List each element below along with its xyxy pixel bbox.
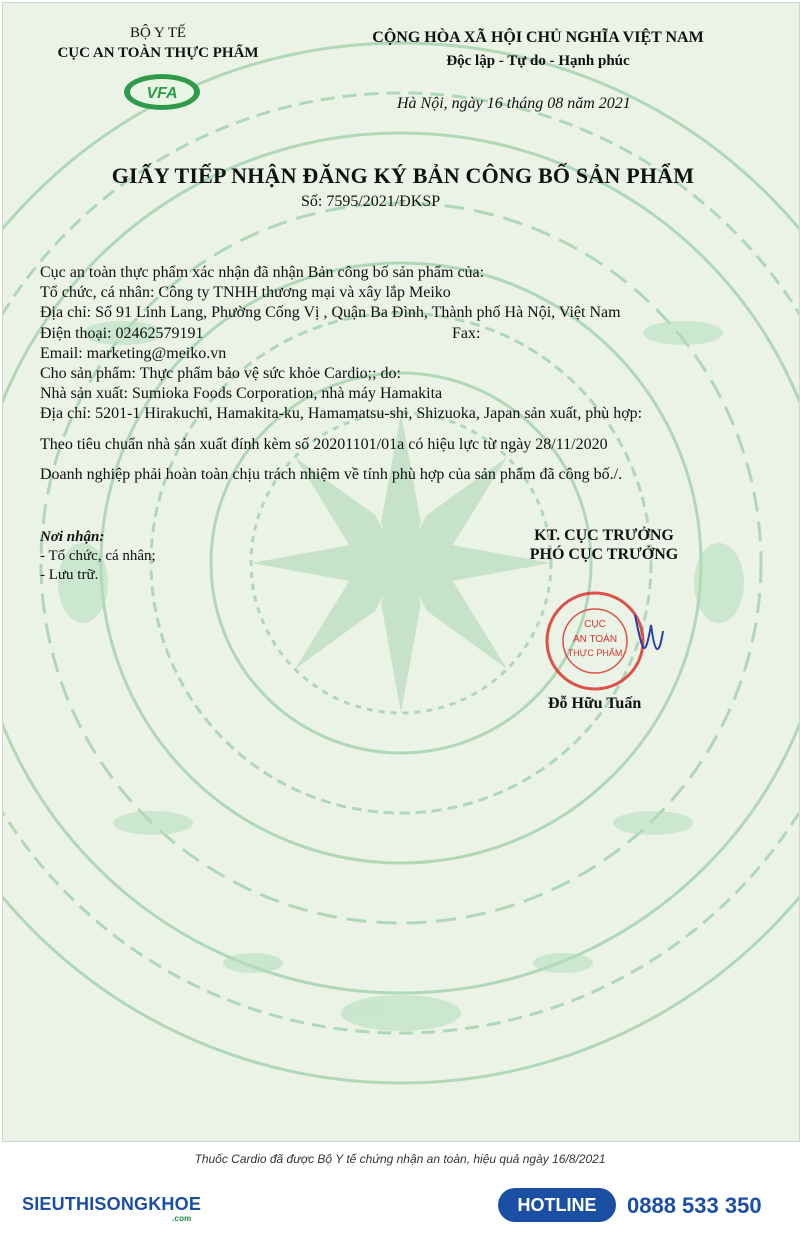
- signature-line-2: PHÓ CỤC TRƯỞNG: [529, 546, 679, 563]
- vfa-logo: [121, 71, 203, 113]
- hotline-number[interactable]: 0888 533 350: [627, 1193, 762, 1218]
- document-title: GIẤY TIẾP NHẬN ĐĂNG KÝ BẢN CÔNG BỐ SẢN PHẨM: [111, 163, 695, 188]
- body-manufacturer-address: Địa chỉ: 5201-1 Hirakuchi, Hamakita-ku, Hamamatsu-shi, Shizuoka, Japan sản xuất, phù hợp:: [40, 405, 643, 423]
- certificate-document: [2, 2, 800, 1142]
- body-fax: Fax:: [452, 324, 481, 342]
- image-caption: Thuốc Cardio đã được Bộ Y tế chứng nhận an toàn, hiệu quả ngày 16/8/2021: [194, 1152, 606, 1166]
- body-address: Địa chỉ: Số 91 Linh Lang, Phường Cống Vị , Quận Ba Đình, Thành phố Hà Nội, Việt Nam: [40, 304, 621, 322]
- issuer-header: [23, 23, 293, 63]
- nation-header: [313, 29, 763, 70]
- stamp-line-2: AN TOÀN: [572, 634, 618, 645]
- stamp-line-3: THỰC PHẨM: [567, 648, 623, 658]
- document-body: [40, 263, 770, 485]
- recipient-item: - Tổ chức, cá nhân;: [40, 548, 156, 564]
- brand-domain: .com: [172, 1214, 192, 1223]
- site-footer: [0, 1180, 800, 1235]
- brand-logo[interactable]: [22, 1194, 202, 1223]
- signature-title: [495, 526, 713, 564]
- body-phone: Điện thoại: 02462579191: [40, 324, 204, 342]
- stamp-line-1: CỤC: [584, 619, 606, 630]
- signature-line-1: KT. CỤC TRƯỞNG: [534, 527, 674, 544]
- hotline-button[interactable]: [498, 1188, 616, 1222]
- recipients-block: [40, 528, 156, 585]
- signer-name: Đỗ Hữu Tuấn: [548, 695, 642, 712]
- ministry-name: BỘ Y TẾ: [129, 25, 187, 41]
- issue-date: Hà Nội, ngày 16 tháng 08 năm 2021: [397, 95, 631, 112]
- nation-name: CỘNG HÒA XÃ HỘI CHỦ NGHĨA VIỆT NAM: [372, 29, 704, 46]
- body-intro: Cục an toàn thực phẩm xác nhận đã nhận Bản công bố sản phẩm của:: [40, 264, 485, 281]
- logo-text: VFA: [146, 85, 178, 102]
- recipients-heading: Nơi nhận:: [40, 529, 105, 545]
- body-standard: Theo tiêu chuẩn nhà sản xuất đính kèm số 20201101/01a có hiệu lực từ ngày 28/11/2020: [40, 435, 608, 453]
- document-number: Số: 7595/2021/ĐKSP: [301, 193, 441, 210]
- body-product: Cho sản phẩm: Thực phẩm bảo vệ sức khỏe Cardio;; do:: [40, 365, 401, 383]
- brand-name: SIEUTHISONGKHOE: [22, 1194, 202, 1214]
- body-manufacturer: Nhà sản xuất: Sumioka Foods Corporation, nhà máy Hamakita: [40, 385, 443, 403]
- body-responsibility: Doanh nghiệp phải hoàn toàn chịu trách nhiệm về tính phù hợp của sản phẩm đã công bố./.: [40, 465, 623, 483]
- body-email: Email: marketing@meiko.vn: [40, 344, 227, 362]
- nation-motto: Độc lập - Tự do - Hạnh phúc: [446, 53, 630, 69]
- hotline-label: HOTLINE: [517, 1194, 597, 1215]
- recipient-item: - Lưu trữ.: [40, 567, 99, 583]
- body-organization: Tổ chức, cá nhân: Công ty TNHH thương mại và xây lắp Meiko: [40, 284, 451, 302]
- department-name: CỤC AN TOÀN THỰC PHẨM: [57, 45, 259, 61]
